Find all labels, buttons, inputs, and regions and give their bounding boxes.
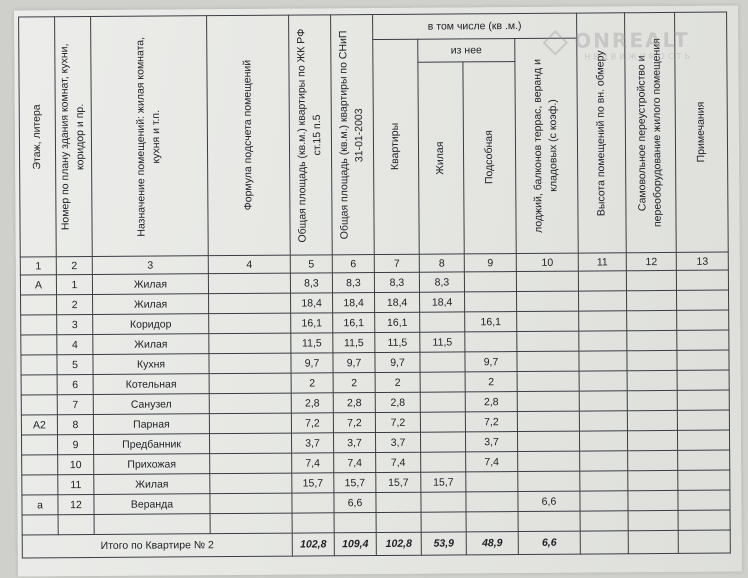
column-number: 11 [578, 253, 626, 271]
apartment-area-cell: 11,5 [375, 332, 420, 352]
explication-table [18, 12, 731, 559]
room-number-cell: 1 [56, 274, 92, 294]
area-snip-cell: 9,7 [333, 353, 375, 373]
note-cell [678, 450, 730, 470]
loggia-area-cell [517, 391, 579, 411]
utility-area-cell [466, 492, 518, 512]
column-number: 13 [676, 252, 728, 270]
area-snip-cell: 15,7 [334, 473, 376, 493]
total-row [22, 530, 730, 558]
area-zhk-cell [292, 493, 334, 513]
utility-area-cell [466, 472, 518, 492]
apartment-area-cell: 9,7 [375, 352, 420, 372]
living-area-cell [421, 512, 466, 532]
room-purpose-cell: Предбанник [93, 434, 209, 455]
apartment-area-cell: 8,3 [374, 272, 419, 292]
room-number-cell: 10 [58, 454, 94, 474]
living-area-cell: 18,4 [420, 292, 465, 312]
header-subgroup-of-which: из нее [418, 39, 515, 62]
room-purpose-cell: Жилая [94, 474, 210, 495]
note-cell [676, 270, 728, 290]
living-area-cell [420, 412, 465, 432]
loggia-area-cell [516, 271, 578, 291]
rebuild-cell [628, 450, 678, 470]
room-number-cell [58, 514, 94, 534]
column-number: 8 [419, 254, 464, 272]
formula-cell [209, 393, 291, 414]
total-c6-cell: 109,4 [334, 533, 376, 556]
total-c7-cell: 102,8 [376, 532, 421, 555]
column-number: 3 [92, 256, 208, 275]
header-total-area-snip: Общая площадь (кв.м.) квартиры по СНиП 31-01-2003 [331, 15, 375, 255]
column-number: 2 [56, 256, 92, 274]
header-apartment: Квартиры [373, 39, 419, 254]
loggia-area-cell [517, 351, 579, 371]
header-utility: Подсобная [463, 61, 516, 254]
height-cell [579, 291, 627, 311]
apartment-area-cell: 3,7 [375, 432, 420, 452]
room-number-cell: 5 [57, 354, 93, 374]
rebuild-cell [627, 350, 677, 370]
room-purpose-cell: Коридор [93, 314, 209, 335]
column-number: 10 [516, 253, 578, 271]
total-label: Итого по Квартире № 2 [22, 533, 292, 558]
room-number-cell: 12 [58, 494, 94, 514]
area-zhk-cell: 11,5 [291, 333, 333, 353]
header-floor: Этаж, литера [19, 17, 57, 257]
formula-cell [209, 293, 291, 314]
note-cell [678, 470, 730, 490]
loggia-area-cell [518, 451, 580, 471]
total-c12-cell [628, 530, 678, 553]
header-total-area-zhk: Общая площадь (кв.м.) квартиры по ЖК РФ ст.15 п.5 [289, 15, 333, 255]
area-zhk-cell: 7,2 [291, 413, 333, 433]
column-number: 4 [208, 255, 290, 274]
room-number-cell: 2 [57, 294, 93, 314]
formula-cell [208, 273, 290, 294]
room-number-cell: 4 [57, 334, 93, 354]
area-snip-cell: 8,3 [332, 273, 374, 293]
loggia-area-cell [517, 311, 579, 331]
room-purpose-cell [94, 514, 210, 535]
formula-cell [209, 433, 291, 454]
loggia-area-cell [517, 431, 579, 451]
room-purpose-cell: Котельная [93, 374, 209, 395]
header-height: Высота помещений по вн. обмеру [577, 13, 627, 253]
apartment-area-cell [376, 512, 421, 532]
rebuild-cell [628, 470, 678, 490]
room-purpose-cell: Жилая [93, 334, 209, 355]
floor-cell: А2 [21, 415, 57, 435]
room-number-cell: 8 [57, 414, 93, 434]
rebuild-cell [627, 290, 677, 310]
height-cell [579, 371, 627, 391]
loggia-area-cell [517, 371, 579, 391]
formula-cell [209, 333, 291, 354]
room-number-cell: 3 [57, 314, 93, 334]
rebuild-cell [627, 370, 677, 390]
living-area-cell [420, 432, 465, 452]
height-cell [579, 311, 627, 331]
floor-cell [21, 315, 57, 335]
utility-area-cell: 9,7 [465, 352, 517, 372]
area-snip-cell: 3,7 [333, 433, 375, 453]
floor-cell [22, 455, 58, 475]
floor-cell [21, 395, 57, 415]
column-number: 9 [464, 254, 516, 272]
area-snip-cell: 18,4 [333, 293, 375, 313]
rebuild-cell [627, 430, 677, 450]
area-zhk-cell [292, 513, 334, 533]
apartment-area-cell: 18,4 [375, 292, 420, 312]
utility-area-cell [465, 332, 517, 352]
room-number-cell: 11 [58, 474, 94, 494]
floor-cell [22, 515, 58, 535]
total-c5-cell: 102,8 [292, 533, 334, 556]
note-cell [677, 370, 729, 390]
note-cell [677, 350, 729, 370]
apartment-area-cell: 15,7 [376, 472, 421, 492]
header-group-including: в том числе (кв .м.) [373, 13, 577, 39]
loggia-area-cell: 6,6 [518, 491, 580, 511]
living-area-cell [421, 452, 466, 472]
loggia-area-cell [517, 331, 579, 351]
loggia-area-cell [518, 511, 580, 531]
total-c10-cell: 6,6 [518, 531, 580, 554]
room-number-cell: 7 [57, 394, 93, 414]
area-snip-cell: 16,1 [333, 313, 375, 333]
area-snip-cell: 7,4 [334, 453, 376, 473]
height-cell [580, 491, 628, 511]
loggia-area-cell [517, 291, 579, 311]
floor-cell [21, 355, 57, 375]
watermark-logo: ONREALT НЕДВИЖИМОСТЬ [546, 28, 693, 62]
total-c9-cell: 48,9 [466, 532, 518, 555]
area-zhk-cell: 2 [291, 373, 333, 393]
rebuild-cell [626, 270, 676, 290]
utility-area-cell [466, 512, 518, 532]
header-unauthorized-rebuild: Самовольное переустройство и переоборудование жилого помещения [625, 12, 677, 252]
room-purpose-cell: Веранда [94, 494, 210, 515]
header-room-number: Номер по плану здания комнат, кухни, коридор и пр. [55, 16, 93, 256]
area-snip-cell: 7,2 [333, 413, 375, 433]
area-snip-cell: 2,8 [333, 393, 375, 413]
formula-cell [209, 413, 291, 434]
header-room-purpose: Назначение помещений: жилая комната, кухня и т.п. [91, 16, 209, 257]
rebuild-cell [627, 410, 677, 430]
area-zhk-cell: 9,7 [291, 353, 333, 373]
apartment-area-cell: 7,2 [375, 412, 420, 432]
column-number: 7 [374, 254, 419, 272]
total-c13-cell [678, 530, 730, 553]
rebuild-cell [627, 330, 677, 350]
column-number: 1 [20, 257, 56, 275]
formula-cell [210, 493, 292, 514]
living-area-cell [420, 392, 465, 412]
floor-cell [21, 335, 57, 355]
height-cell [580, 511, 628, 531]
apartment-area-cell: 16,1 [375, 312, 420, 332]
utility-area-cell: 16,1 [465, 312, 517, 332]
formula-cell [210, 453, 292, 474]
room-purpose-cell: Жилая [93, 294, 209, 315]
living-area-cell: 15,7 [421, 472, 466, 492]
note-cell [677, 310, 729, 330]
floor-cell [21, 435, 57, 455]
rebuild-cell [628, 490, 678, 510]
area-zhk-cell: 16,1 [291, 313, 333, 333]
column-number: 5 [290, 255, 332, 273]
floor-cell [21, 295, 57, 315]
room-purpose-cell: Кухня [93, 354, 209, 375]
living-area-cell [421, 492, 466, 512]
apartment-area-cell [376, 492, 421, 512]
loggia-area-cell [517, 411, 579, 431]
column-number: 6 [332, 255, 374, 273]
note-cell [677, 290, 729, 310]
utility-area-cell: 2 [465, 372, 517, 392]
height-cell [579, 391, 627, 411]
total-c11-cell [580, 531, 628, 554]
room-number-cell: 9 [57, 434, 93, 454]
utility-area-cell: 7,4 [466, 452, 518, 472]
room-purpose-cell: Прихожая [94, 454, 210, 475]
height-cell [580, 451, 628, 471]
height-cell [579, 431, 627, 451]
total-c8-cell: 53,9 [421, 532, 466, 555]
height-cell [578, 271, 626, 291]
utility-area-cell [464, 272, 516, 292]
note-cell [677, 410, 729, 430]
area-snip-cell: 2 [333, 373, 375, 393]
living-area-cell [420, 372, 465, 392]
utility-area-cell [465, 292, 517, 312]
header-notes: Примечания [675, 12, 729, 252]
formula-cell [209, 353, 291, 374]
apartment-area-cell: 7,4 [376, 452, 421, 472]
header-formula: Формула подсчета помещений [207, 15, 291, 256]
note-cell [678, 490, 730, 510]
note-cell [677, 430, 729, 450]
floor-cell: а [22, 495, 58, 515]
note-cell [677, 390, 729, 410]
floor-cell [22, 475, 58, 495]
header-living: Жилая [418, 62, 464, 255]
formula-cell [209, 373, 291, 394]
note-cell [678, 510, 730, 530]
utility-area-cell: 3,7 [465, 432, 517, 452]
room-purpose-cell: Санузел [93, 394, 209, 415]
area-zhk-cell: 18,4 [291, 293, 333, 313]
room-number-cell: 6 [57, 374, 93, 394]
area-snip-cell: 11,5 [333, 333, 375, 353]
floor-cell: А [20, 275, 56, 295]
rebuild-cell [627, 390, 677, 410]
formula-cell [210, 513, 292, 534]
utility-area-cell: 7,2 [465, 412, 517, 432]
apartment-area-cell: 2 [375, 372, 420, 392]
rebuild-cell [628, 510, 678, 530]
floor-cell [21, 375, 57, 395]
area-zhk-cell: 3,7 [291, 433, 333, 453]
header-loggias: лоджий, балконов террас, веранд и кладовых (с коэф.) [515, 38, 578, 253]
formula-cell [209, 313, 291, 334]
document-sheet [14, 5, 742, 576]
area-snip-cell [334, 513, 376, 533]
formula-cell [210, 473, 292, 494]
note-cell [677, 330, 729, 350]
area-zhk-cell: 8,3 [290, 273, 332, 293]
apartment-area-cell: 2,8 [375, 392, 420, 412]
living-area-cell [420, 312, 465, 332]
rebuild-cell [627, 310, 677, 330]
area-zhk-cell: 7,4 [292, 453, 334, 473]
utility-area-cell: 2,8 [465, 392, 517, 412]
room-purpose-cell: Парная [93, 414, 209, 435]
height-cell [579, 331, 627, 351]
column-number: 12 [626, 252, 676, 270]
area-snip-cell: 6,6 [334, 493, 376, 513]
room-purpose-cell: Жилая [92, 274, 208, 295]
height-cell [580, 471, 628, 491]
living-area-cell: 8,3 [419, 272, 464, 292]
living-area-cell: 11,5 [420, 332, 465, 352]
height-cell [579, 411, 627, 431]
living-area-cell [420, 352, 465, 372]
area-zhk-cell: 2,8 [291, 393, 333, 413]
area-zhk-cell: 15,7 [292, 473, 334, 493]
loggia-area-cell [518, 471, 580, 491]
height-cell [579, 351, 627, 371]
